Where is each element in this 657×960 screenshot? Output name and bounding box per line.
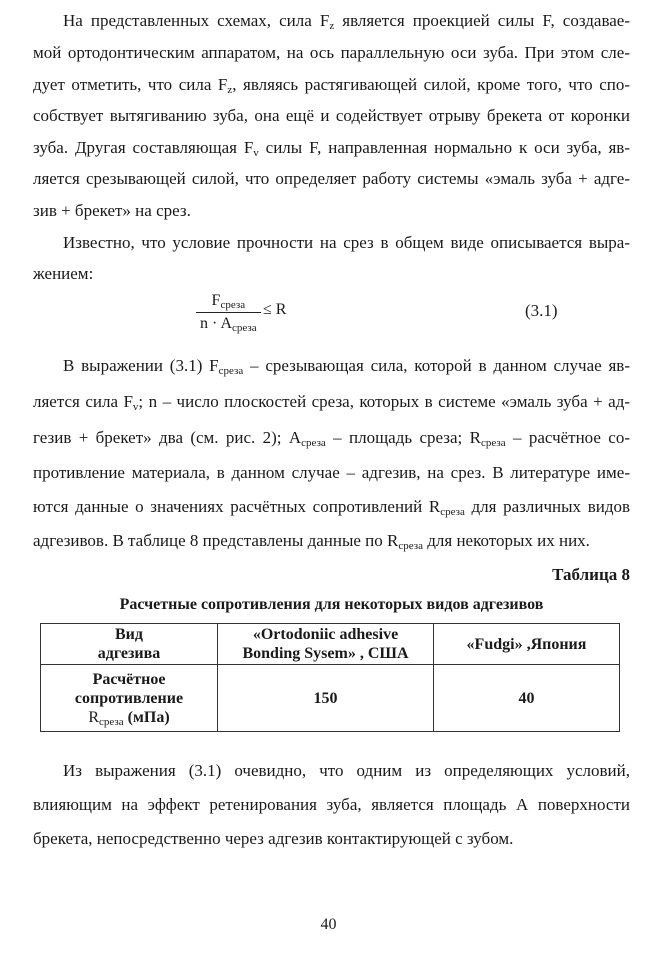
header-cell-ortodoniic: «Ortodoniic adhesive Bonding Sysem» , США — [218, 624, 434, 665]
p2-line-2: жением: — [33, 264, 94, 283]
table-title: Расчетные сопротивления для некоторых видов адгезивов — [119, 596, 544, 613]
p1-line-5: зуба. Другая составляющая $F_v$ силы F, направленная нормально к оси зуба, яв- — [33, 138, 630, 159]
p1-line-2: мой ортодонтическим аппаратом, на ось параллельную оси зуба. При этом сле- — [33, 43, 630, 62]
p1-line-1: На представленных схемах, сила $F_z$ является проекцией силы F, создавае- — [63, 11, 631, 32]
p4-line-2: влияющим на эффект ретенирования зуба, является площадь А поверхности — [33, 795, 630, 814]
p1-line-6: ляется срезывающей силой, что определяет работу системы «эмаль зуба + адге- — [33, 169, 630, 188]
p3-line-6: адгезивов. В таблице 8 представлены данные по $R_{среза}$ для некоторых их них. — [33, 531, 590, 552]
value-cell-fudgi: 40 — [434, 665, 620, 732]
equation-number: (3.1) — [525, 301, 558, 320]
formula-fraction — [196, 292, 261, 333]
p4-line-3: брекета, непосредственно через адгезив контактирующей с зубом. — [33, 829, 514, 848]
adhesive-table — [40, 623, 620, 732]
p2-line-1: Известно, что условие прочности на срез в общем виде описывается выра- — [63, 233, 630, 252]
p1-line-7: зив + брекет» на срез. — [33, 201, 191, 220]
p3-line-1: В выражении (3.1) $F_{среза}$ – срезывающая сила, которой в данном случае яв- — [63, 356, 630, 377]
formula-numerator: $F_{среза}$ — [196, 292, 261, 313]
row-label-cell: Расчётное сопротивление $R_{среза}$ (мПа) — [41, 665, 218, 732]
formula-denominator: $n \cdot A_{среза}$ — [200, 315, 257, 334]
p3-line-4: противление материала, в данном случае – адгезив, на срез. В литературе име- — [33, 463, 630, 482]
p1-line-3: дует отметить, что сила $F_z$, являясь растягивающей силой, кроме того, что спо- — [33, 75, 631, 96]
value-cell-ortodoniic: 150 — [218, 665, 434, 732]
page-number: 40 — [320, 916, 337, 933]
p4-line-1: Из выражения (3.1) очевидно, что одним из определяющих условий, — [63, 761, 630, 780]
p3-line-2: ляется сила $F_v$; n – число плоскостей среза, которых в системе «эмаль зуба + ад- — [33, 392, 630, 413]
header-cell-fudgi: «Fudgi» ,Япония — [434, 624, 620, 665]
p3-line-5: ются данные о значениях расчётных сопротивлений $R_{среза}$ для различных видов — [33, 497, 630, 518]
table-header-row — [41, 624, 620, 665]
header-cell-type: Вид адгезива — [41, 624, 218, 665]
p1-line-4: собствует вытягиванию зуба, она ещё и содействует отрыву брекета от коронки — [33, 106, 630, 125]
table-label: Таблица 8 — [552, 565, 630, 584]
p3-line-3: гезив + брекет» два (см. рис. 2); $A_{среза}$ – площадь среза; $R_{среза}$ – расчётное со- — [33, 428, 630, 449]
table-row — [41, 665, 620, 732]
formula-relation: ≤ R — [263, 301, 287, 318]
